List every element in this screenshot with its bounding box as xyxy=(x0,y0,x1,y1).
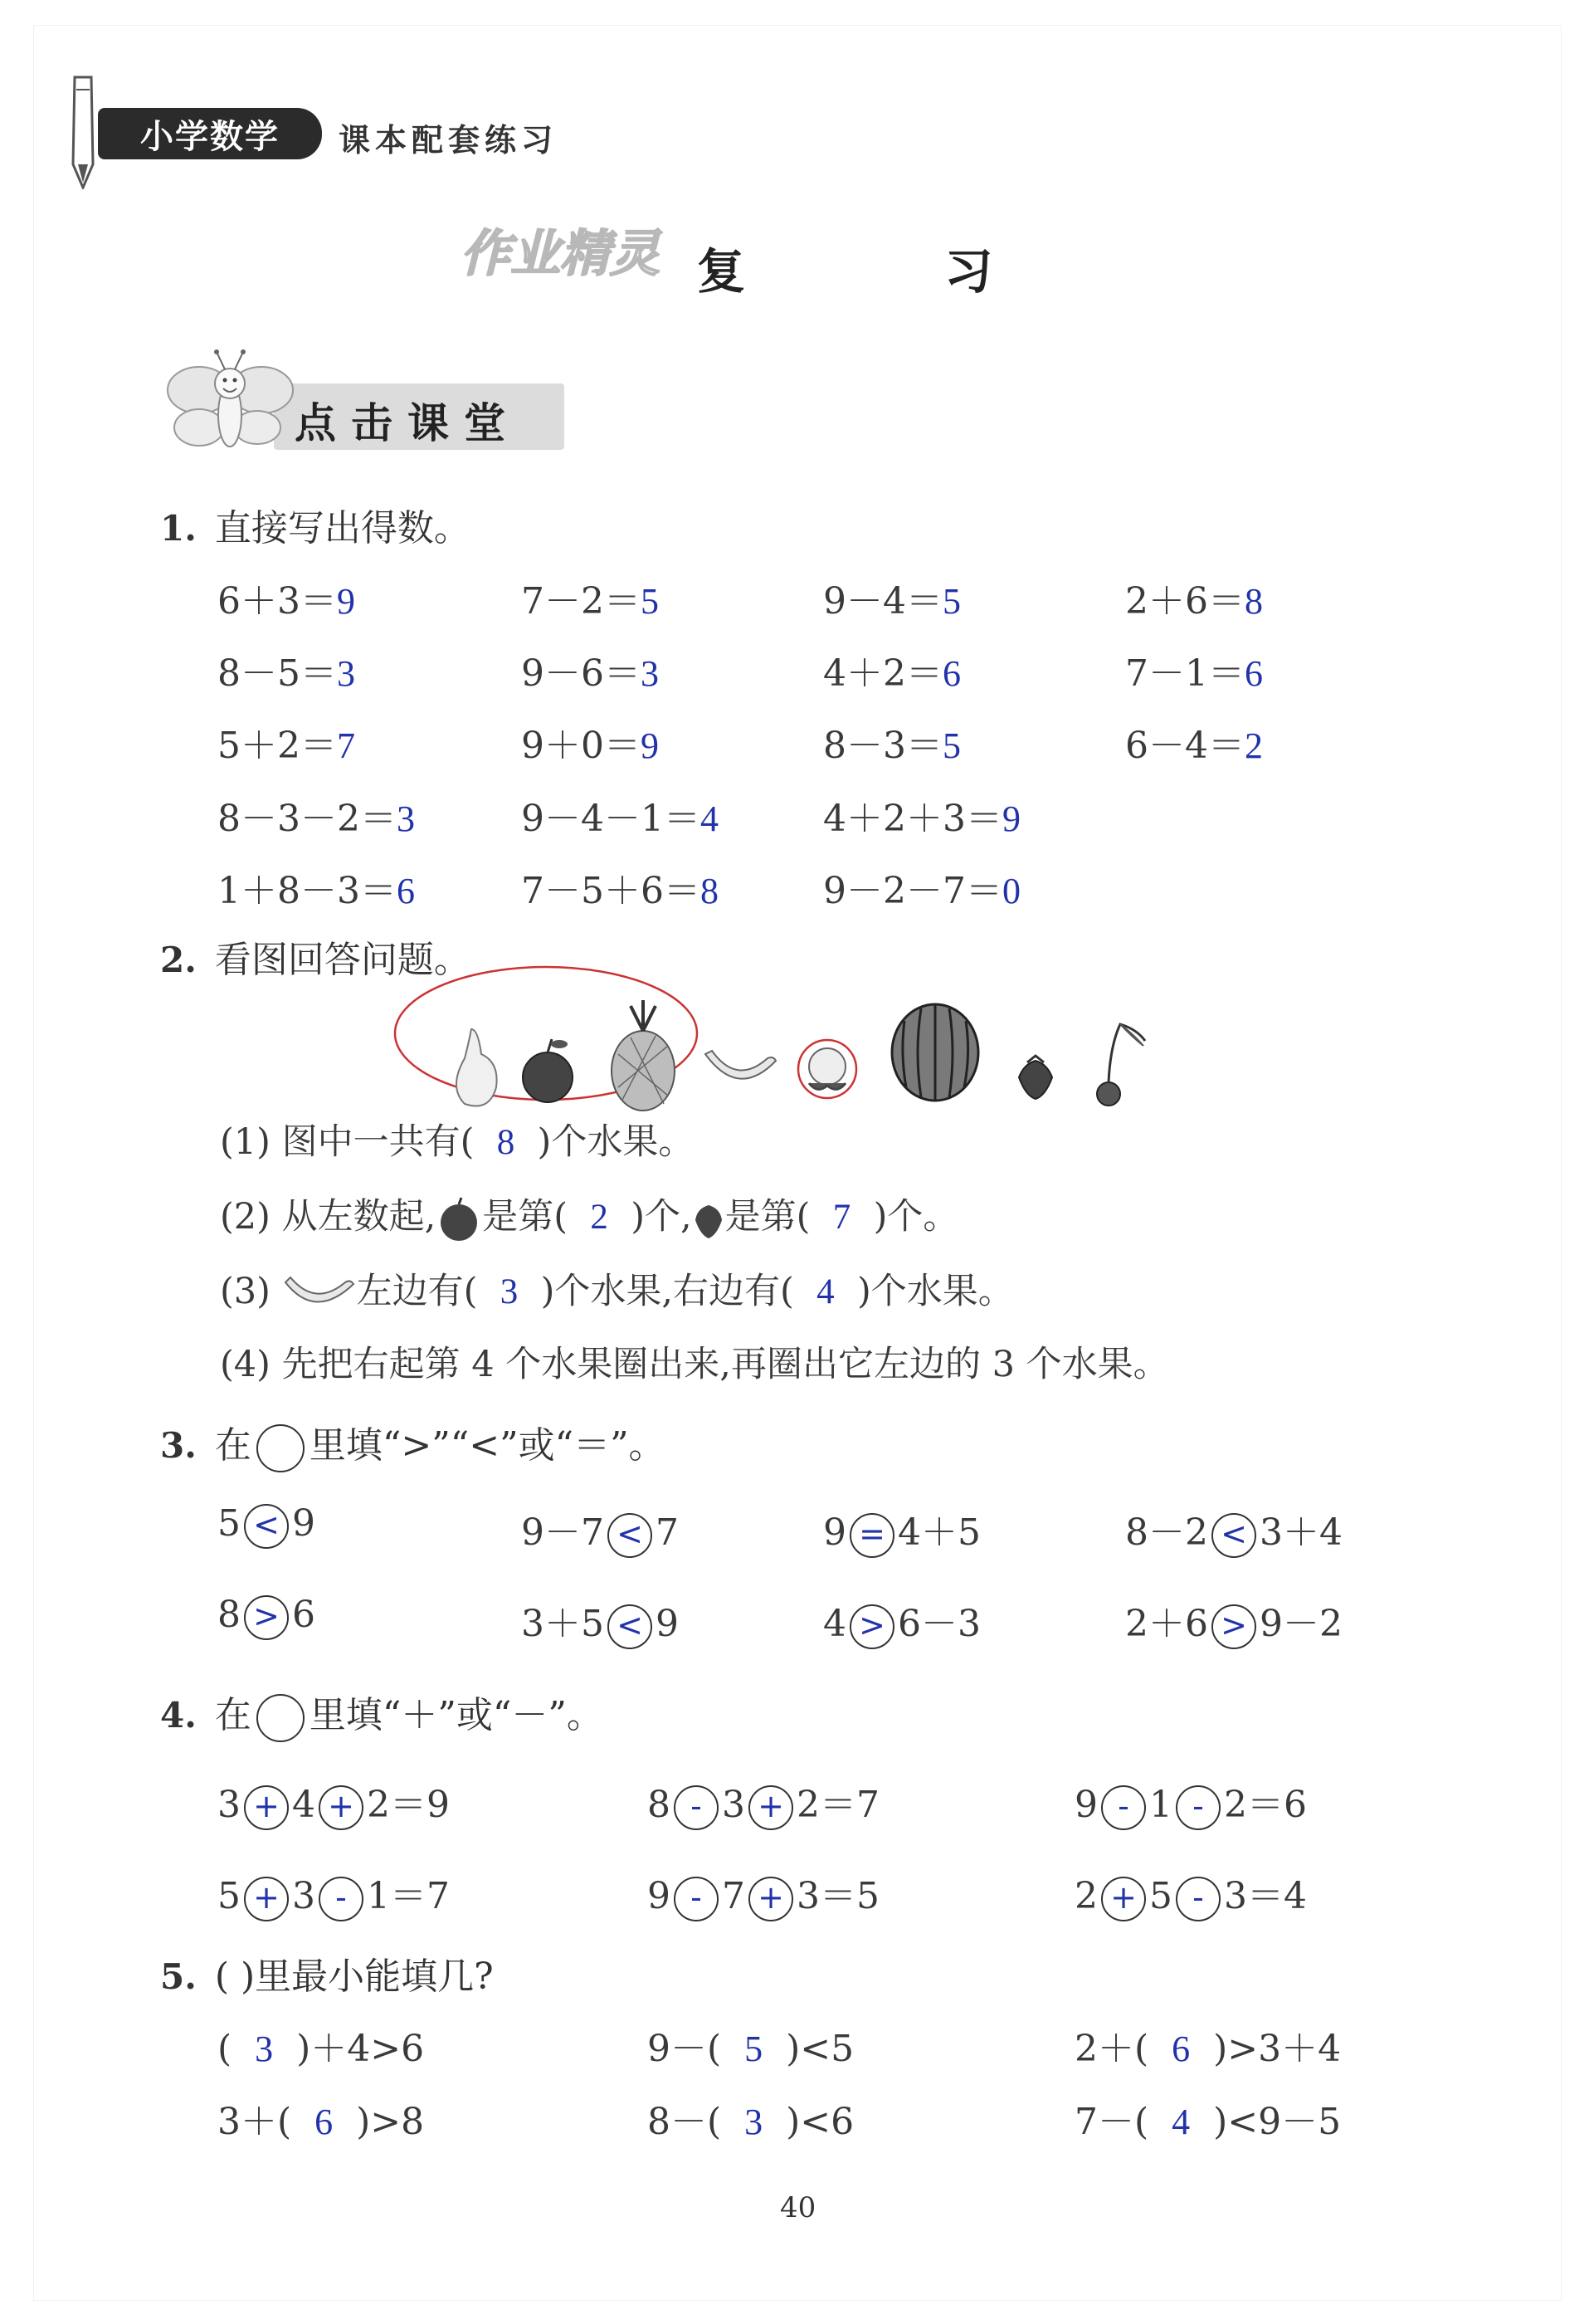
answer: 3 xyxy=(255,2029,274,2069)
question-number: 1. xyxy=(160,508,197,549)
arithmetic-item xyxy=(217,715,355,769)
expression: 9－4－1＝ xyxy=(521,798,700,840)
expression-pre: 9－( xyxy=(647,2028,722,2070)
operand: 3 xyxy=(722,1784,745,1826)
min-fill-item xyxy=(1075,2019,1341,2072)
subject-tag: 小学数学 xyxy=(98,108,322,159)
arithmetic-item xyxy=(1125,643,1263,696)
answer: 3 xyxy=(500,1272,519,1311)
comparison-item xyxy=(521,1502,679,1558)
operand: 2 xyxy=(1075,1875,1098,1917)
question-prompt: ( )里最小能填几? xyxy=(214,1955,494,1998)
expression: 8－3－2＝ xyxy=(217,798,397,840)
operand: 8 xyxy=(647,1784,670,1826)
right-expression: 4＋5 xyxy=(898,1511,981,1554)
operand: 4 xyxy=(292,1784,315,1826)
arithmetic-item xyxy=(521,861,719,914)
operator-circle[interactable]: + xyxy=(748,1877,793,1921)
answer: 9 xyxy=(641,725,659,766)
right-expression: 6－3 xyxy=(898,1603,981,1645)
left-expression: 4 xyxy=(823,1603,846,1645)
expression: 1＋8－3＝ xyxy=(217,870,397,912)
expression-pre: 8－( xyxy=(647,2101,722,2143)
expression: 7－5＋6＝ xyxy=(521,870,700,912)
prompt-post: 里填“>”“<”或“＝”。 xyxy=(309,1424,665,1467)
answer: 6 xyxy=(1172,2029,1191,2069)
left-expression: 3＋5 xyxy=(521,1603,604,1645)
operator-item xyxy=(647,1775,880,1830)
text: (2) 从左数起, xyxy=(220,1196,436,1238)
answer: 2 xyxy=(1245,725,1263,766)
expression: 4＋2＋3＝ xyxy=(823,798,1002,840)
prompt-pre: 在 xyxy=(214,1694,251,1736)
strawberry-icon xyxy=(1019,1056,1052,1099)
comparison-circle[interactable]: < xyxy=(607,1513,652,1558)
expression: 8－3＝ xyxy=(823,725,943,767)
arithmetic-item xyxy=(823,788,1021,842)
question-3-title xyxy=(160,1415,665,1472)
expression-post: )>8 xyxy=(356,2101,425,2143)
comparison-item xyxy=(1125,1502,1343,1558)
arithmetic-item xyxy=(521,788,719,842)
comparison-circle[interactable]: = xyxy=(850,1513,894,1558)
arithmetic-item xyxy=(1125,715,1263,769)
pear-icon xyxy=(456,1029,497,1106)
answer: 8 xyxy=(496,1123,515,1162)
strawberry-icon xyxy=(692,1199,725,1240)
answer: 9 xyxy=(1002,798,1021,839)
expression: 4＋2＝ xyxy=(823,652,943,695)
comparison-circle[interactable]: > xyxy=(850,1604,894,1649)
operator-circle[interactable]: - xyxy=(319,1877,363,1921)
operand: 9 xyxy=(647,1875,670,1917)
cherry-icon xyxy=(1097,1024,1145,1106)
text: (1) 图中一共有( xyxy=(220,1121,475,1163)
operand-result: 3＝5 xyxy=(797,1875,880,1917)
operator-circle[interactable]: - xyxy=(674,1785,719,1830)
page-title: 复 习 xyxy=(697,243,1085,300)
answer: 4 xyxy=(699,798,719,839)
operator-circle[interactable]: - xyxy=(674,1877,719,1921)
operand: 5 xyxy=(217,1875,241,1917)
arithmetic-item xyxy=(217,643,355,696)
operator-circle[interactable]: + xyxy=(244,1877,289,1921)
expression-post: )<6 xyxy=(786,2101,855,2143)
min-fill-item xyxy=(217,2019,424,2072)
text: 左边有( xyxy=(356,1271,478,1312)
left-expression: 5 xyxy=(217,1502,241,1545)
operand: 9 xyxy=(1075,1784,1098,1826)
operator-item xyxy=(647,1866,880,1921)
arithmetic-item xyxy=(217,861,415,914)
series-title: 课本配套练习 xyxy=(339,122,558,159)
operator-item xyxy=(217,1866,450,1921)
answer: 8 xyxy=(699,871,719,911)
question-prompt: 看图回答问题。 xyxy=(214,939,470,981)
comparison-circle[interactable]: > xyxy=(1211,1604,1256,1649)
answer: 6 xyxy=(396,871,415,911)
operator-item xyxy=(1075,1866,1307,1921)
peach-icon xyxy=(798,1040,856,1098)
comparison-item xyxy=(217,1594,315,1640)
operator-circle[interactable]: - xyxy=(1101,1785,1146,1830)
q2-sub-4: (4) 先把右起第 4 个水果圈出来,再圈出它左边的 3 个水果。 xyxy=(220,1344,1169,1385)
q2-sub-2 xyxy=(220,1189,958,1243)
text: )个水果。 xyxy=(537,1121,695,1163)
answer: 9 xyxy=(337,581,355,622)
left-expression: 2＋6 xyxy=(1125,1603,1208,1645)
operand-result: 1＝7 xyxy=(367,1875,450,1917)
expression: 5＋2＝ xyxy=(217,725,337,767)
expression: 9－2－7＝ xyxy=(823,870,1002,912)
watermark-text: 作业精灵 xyxy=(461,225,660,283)
arithmetic-item xyxy=(823,571,961,624)
watermelon-icon xyxy=(892,1004,978,1101)
prompt-pre: 在 xyxy=(214,1424,251,1467)
operator-circle[interactable]: + xyxy=(1101,1877,1146,1921)
arithmetic-item xyxy=(217,571,355,624)
answer: 3 xyxy=(396,798,415,839)
apple-icon xyxy=(523,1039,573,1102)
question-prompt: 直接写出得数。 xyxy=(214,507,470,549)
expression-post: )<9－5 xyxy=(1213,2101,1342,2143)
operand-result: 3＝4 xyxy=(1224,1875,1307,1917)
page-number: 40 xyxy=(780,2191,816,2224)
answer: 6 xyxy=(943,653,961,694)
operator-circle[interactable]: - xyxy=(1176,1877,1221,1921)
expression: 7－1＝ xyxy=(1125,652,1245,695)
answer: 3 xyxy=(641,653,659,694)
arithmetic-item xyxy=(1125,571,1263,624)
comparison-item xyxy=(823,1502,981,1558)
arithmetic-item xyxy=(521,571,659,624)
text: )个水果。 xyxy=(856,1271,1014,1312)
arithmetic-item xyxy=(521,715,659,769)
answer: 4 xyxy=(816,1272,835,1311)
operator-circle[interactable]: - xyxy=(1176,1785,1221,1830)
question-5-title xyxy=(160,1946,494,1999)
expression-post: )<5 xyxy=(786,2028,855,2070)
answer: 4 xyxy=(1172,2102,1191,2142)
expression: 7－2＝ xyxy=(521,580,641,622)
question-number: 3. xyxy=(160,1425,197,1466)
expression: 6＋3＝ xyxy=(217,580,337,622)
prompt-post: 里填“＋”或“－”。 xyxy=(309,1694,603,1736)
text: 是第( xyxy=(482,1196,568,1238)
operator-item xyxy=(1075,1775,1307,1830)
section-banner xyxy=(162,349,568,456)
expression-pre: ( xyxy=(217,2028,232,2070)
answer: 5 xyxy=(641,581,659,622)
comparison-circle[interactable]: < xyxy=(244,1504,289,1549)
operator-circle[interactable]: + xyxy=(748,1785,793,1830)
question-number: 5. xyxy=(160,1956,197,1997)
operand-result: 2＝6 xyxy=(1224,1784,1307,1826)
operator-item xyxy=(217,1775,450,1830)
expression-post: )>3＋4 xyxy=(1213,2028,1342,2070)
answer: 3 xyxy=(337,653,355,694)
answer: 2 xyxy=(590,1198,608,1237)
min-fill-item xyxy=(647,2092,854,2145)
arithmetic-item xyxy=(217,788,415,842)
right-expression: 6 xyxy=(292,1594,315,1636)
right-expression: 9－2 xyxy=(1260,1603,1343,1645)
banana-icon xyxy=(282,1271,357,1317)
question-number: 4. xyxy=(160,1695,197,1736)
expression: 9－4＝ xyxy=(823,580,943,622)
pineapple-icon xyxy=(612,1000,675,1111)
comparison-circle[interactable]: < xyxy=(607,1604,652,1649)
operand-result: 2＝9 xyxy=(367,1784,450,1826)
text: 是第( xyxy=(724,1196,811,1238)
butterfly-icon xyxy=(162,349,303,456)
expression-pre: 2＋( xyxy=(1075,2028,1149,2070)
left-expression: 9 xyxy=(823,1511,846,1554)
answer: 5 xyxy=(943,725,961,766)
comparison-item xyxy=(1125,1594,1343,1649)
arithmetic-item xyxy=(521,643,659,696)
header xyxy=(58,65,639,189)
text: (3) xyxy=(220,1271,271,1312)
text: )个水果,右边有( xyxy=(540,1271,794,1312)
expression: 2＋6＝ xyxy=(1125,580,1245,622)
q2-sub-1 xyxy=(220,1114,694,1164)
answer: 7 xyxy=(832,1198,851,1237)
right-expression: 9 xyxy=(292,1502,315,1545)
answer: 0 xyxy=(1002,871,1021,911)
section-label: 点击课堂 xyxy=(295,399,520,447)
expression: 8－5＝ xyxy=(217,652,337,695)
min-fill-item xyxy=(1075,2092,1341,2145)
operand: 3 xyxy=(292,1875,315,1917)
answer: 6 xyxy=(314,2102,334,2142)
arithmetic-item xyxy=(823,861,1021,914)
right-expression: 9 xyxy=(656,1603,679,1645)
question-4-title xyxy=(160,1685,603,1742)
answer: 5 xyxy=(943,581,961,622)
operand-result: 2＝7 xyxy=(797,1784,880,1826)
comparison-item xyxy=(521,1594,679,1649)
expression: 9＋0＝ xyxy=(521,725,641,767)
text: )个, xyxy=(631,1196,692,1238)
operator-circle[interactable]: + xyxy=(319,1785,363,1830)
fruit-row xyxy=(390,963,1170,1120)
arithmetic-item xyxy=(823,643,961,696)
answer: 7 xyxy=(337,725,355,766)
left-expression: 8－2 xyxy=(1125,1511,1208,1554)
left-expression: 8 xyxy=(217,1594,241,1636)
comparison-circle[interactable]: < xyxy=(1211,1513,1256,1558)
expression-pre: 7－( xyxy=(1075,2101,1149,2143)
min-fill-item xyxy=(217,2092,424,2145)
expression-pre: 3＋( xyxy=(217,2101,292,2143)
blank-circle-icon xyxy=(256,1694,305,1742)
text: )个。 xyxy=(873,1196,959,1238)
operand: 7 xyxy=(722,1875,745,1917)
right-expression: 3＋4 xyxy=(1260,1511,1343,1554)
q2-sub-3 xyxy=(220,1263,1014,1317)
right-expression: 7 xyxy=(656,1511,679,1554)
operator-circle[interactable]: + xyxy=(244,1785,289,1830)
expression: 9－6＝ xyxy=(521,652,641,695)
answer: 8 xyxy=(1245,581,1263,622)
left-expression: 9－7 xyxy=(521,1511,604,1554)
question-1-title xyxy=(160,498,470,551)
apple-icon xyxy=(436,1196,482,1243)
banana-icon xyxy=(705,1051,776,1079)
answer: 3 xyxy=(744,2102,763,2142)
min-fill-item xyxy=(647,2019,854,2072)
comparison-item xyxy=(217,1502,315,1549)
operand: 1 xyxy=(1149,1784,1172,1826)
blank-circle-icon xyxy=(256,1424,305,1472)
comparison-item xyxy=(823,1594,981,1649)
expression: 6－4＝ xyxy=(1125,725,1245,767)
arithmetic-item xyxy=(823,715,961,769)
operand: 3 xyxy=(217,1784,241,1826)
answer: 6 xyxy=(1245,653,1263,694)
comparison-circle[interactable]: > xyxy=(244,1595,289,1640)
expression-post: )＋4>6 xyxy=(296,2028,425,2070)
operand: 5 xyxy=(1149,1875,1172,1917)
answer: 5 xyxy=(744,2029,763,2069)
question-number: 2. xyxy=(160,940,197,980)
